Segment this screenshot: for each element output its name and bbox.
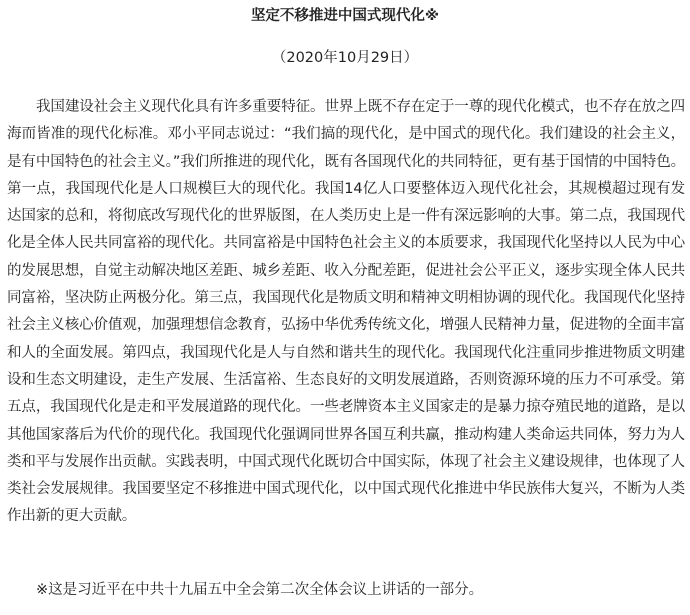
article-title: 坚定不移推进中国式现代化※ [250, 8, 440, 24]
article-footnote: ※这是习近平在中共十九届五中全会第二次全体会议上讲话的一部分。 [36, 582, 484, 598]
article-body: 我国建设社会主义现代化具有许多重要特征。世界上既不存在定于一尊的现代化模式，也不存在放之四海而皆准的现代化标准。邓小平同志说过：“我们搞的现代化，是中国式的现代化。我们建设的社会主义，是有中国特色的社会主义。”我们所推进的现代化，既有各国现代化的共同特征，更有基于国情的中国特色。第一点，我国现代化是人口规模巨大的现代化。我国14亿人口要整体迈入现代化社会，其规模超过现有发达国家的总和，将彻底改写现代化的世界版图，在人类历史上是一件有深远影响的大事。第二点，我国现代化是全体人民共同富裕的现代化。共同富裕是中国特色社会主义的本质要求，我国现代化坚持以人民为中心的发展思想，自觉主动解决地区差距、城乡差距、收入分配差距，促进社会公平正义，逐步实现全体人民共同富裕，坚决防止两极分化。第三点，我国现代化是物质文明和精神文明相协调的现代化。我国现代化坚持社会主义核心价值观，加强理想信念教育，弘扬中华优秀传统文化，增强人民精神力量，促进物的全面丰富和人的全面发展。第四点，我国现代化是人与自然和谐共生的现代化。我国现代化注重同步推进物质文明建设和生态文明建设，走生产发展、生活富裕、生态良好的文明发展道路，否则资源环境的压力不可承受。第五点，我国现代化是走和平发展道路的现代化。一些老牌资本主义国家走的是暴力掠夺殖民地的道路，是以其他国家落后为代价的现代化。我国现代化强调同世界各国互利共赢，推动构建人类命运共同体，努力为人类和平与发展作出贡献。实践表明，中国式现代化既切合中国实际，体现了社会主义建设规律，也体现了人类社会发展规律。我国要坚定不移推进中国式现代化，以中国式现代化推进中华民族伟大复兴，不断为人类作出新的更大贡献。 [7, 99, 685, 525]
article-date: （2020年10月29日） [271, 50, 419, 66]
